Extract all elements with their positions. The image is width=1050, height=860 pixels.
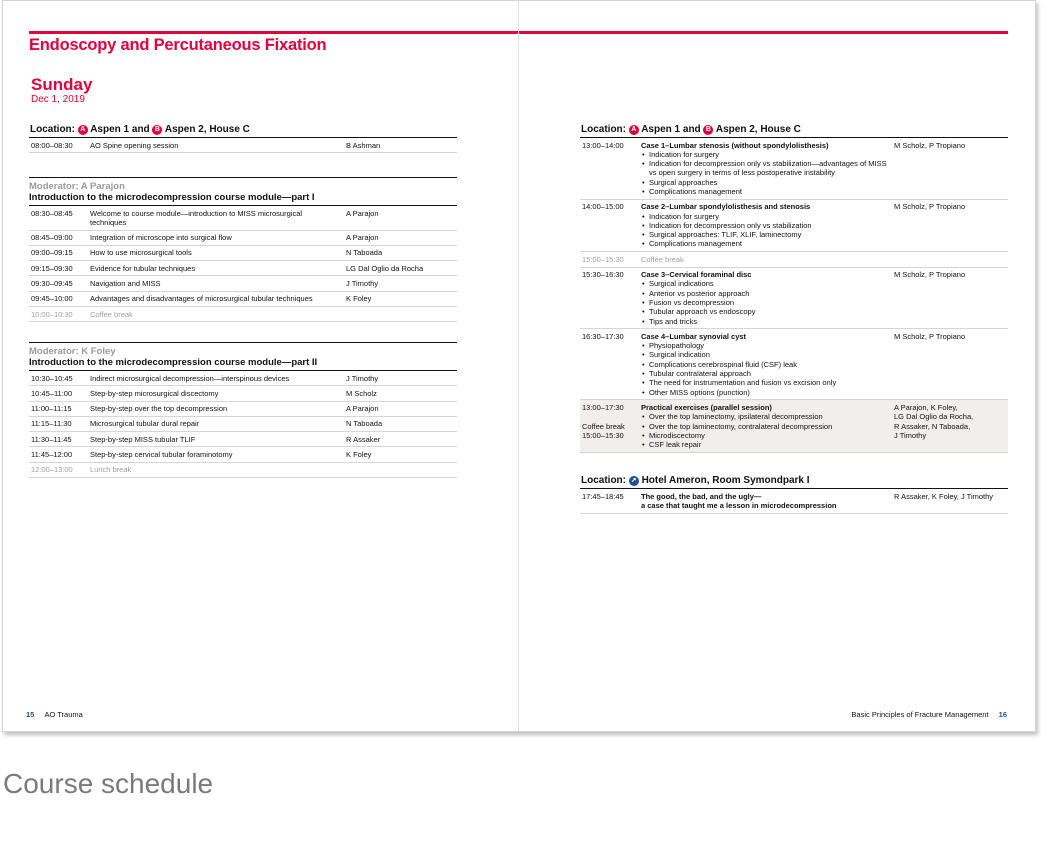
caption: Course schedule bbox=[3, 768, 214, 799]
case-row: 14:00–15:00 Case 2–Lumbar spondylolisthesis and stenosis • Indication for surgery • Indication for decompression only vs stabilization • Surgical approaches: TLIF, XLIF, laminectomy • Complications management M Scholz, P Tropiano bbox=[580, 200, 1008, 252]
room-a-badge: A bbox=[78, 125, 88, 135]
case-row: 13:00–14:00 Case 1–Lumbar stenosis (without spondylolisthesis) • Indication for surgery • Indication for decompression only vs stabilization—advantages of MISS vs open surgery in terms of less postoperative instability • Surgical approaches • Complications management M Scholz, P Tropiano bbox=[580, 138, 1008, 200]
moderator: Moderator: K Foley bbox=[29, 346, 116, 357]
left-schedule bbox=[29, 122, 457, 153]
schedule-row: 11:45–12:00 Step-by-step cervical tubular foraminotomy K Foley bbox=[29, 447, 457, 462]
module-header bbox=[29, 177, 457, 206]
case-bullets: • Indication for surgery • Indication for decompression only vs stabilization • Surgical approaches: TLIF, XLIF, laminectomy • Complications management bbox=[641, 212, 888, 249]
schedule-row: 10:30–10:45 Indirect microsurgical decompression—interspinous devices J Timothy bbox=[29, 371, 457, 386]
schedule-row: 10:45–11:00 Step-by-step microsurgical discectomy M Scholz bbox=[29, 386, 457, 401]
room-b-badge: B bbox=[152, 125, 162, 135]
module-title: Introduction to the microdecompression course module—part I bbox=[29, 192, 457, 206]
schedule-row: 08:45–09:00 Integration of microscope into surgical flow A Parajon bbox=[29, 231, 457, 246]
document-title: Endoscopy and Percutaneous Fixation bbox=[29, 36, 327, 54]
case-bullets: • Indication for surgery • Indication for decompression only vs stabilization—advantages of MISS vs open surgery in terms of less postoperative instability • Surgical approaches • Complications management bbox=[641, 150, 888, 196]
header-rule-left bbox=[29, 31, 518, 34]
schedule-row: 11:00–11:15 Step-by-step over the top decompression A Parajon bbox=[29, 402, 457, 417]
day-name: Sunday bbox=[31, 75, 93, 94]
case-bullets: • Physiopathology • Surgical indication • Complications cerebrospinal fluid (CSF) leak • Tubular contralateral approach • The need for instrumentation and fusion vs excision only • Other MISS options (punction) bbox=[641, 341, 888, 397]
module-header bbox=[29, 342, 457, 371]
page-number: 16 bbox=[998, 710, 1007, 719]
practical-row: 13:00–17:30 Coffee break 15:00–15:30 Practical exercises (parallel session) • Over the top laminectomy, ipsilateral decompression • Over the top laminectomy, contralateral decompression • Microdiscectomy • CSF leak repair A Parajon, K Foley, LG Dal Oglio da Rocha, R Assaker, N Taboada, J Timothy bbox=[580, 400, 1008, 452]
page-gutter bbox=[518, 1, 519, 731]
module-part-2 bbox=[29, 342, 457, 478]
location-header: Location: A Aspen 1 and B Aspen 2, House C bbox=[580, 122, 1008, 138]
location-header: Location: A Aspen 1 and B Aspen 2, House C bbox=[29, 122, 457, 138]
practical-title: Practical exercises (parallel session) bbox=[641, 402, 772, 412]
case-row: 15:30–16:30 Case 3–Cervical foraminal disc • Surgical indications • Anterior vs posterior approach • Fusion vs decompression • Tubular approach vs endoscopy • Tips and tricks M Scholz, P Tropiano bbox=[580, 268, 1008, 330]
break-row: 12:00–13:00 Lunch break bbox=[29, 463, 457, 478]
case-title: Case 1–Lumbar stenosis (without spondylolisthesis) bbox=[641, 140, 829, 150]
footer-right: Basic Principles of Fracture Management 16 bbox=[851, 710, 1007, 719]
header-rule-right bbox=[519, 31, 1008, 34]
schedule-row: 11:30–11:45 Step-by-step MISS tubular TLIF R Assaker bbox=[29, 432, 457, 447]
room-b-badge: B bbox=[703, 125, 713, 135]
schedule-row: 08:00–08:30 AO Spine opening session B Ashman bbox=[29, 138, 457, 153]
case-title: Case 2–Lumbar spondylolisthesis and stenosis bbox=[641, 202, 811, 212]
day-date: Dec 1, 2019 bbox=[31, 94, 85, 105]
right-schedule bbox=[580, 122, 1008, 453]
arrow-icon: ➚ bbox=[629, 476, 639, 486]
schedule-row: 17:45–18:45 The good, the bad, and the ugly— a case that taught me a lesson in microdecompression R Assaker, K Foley, J Timothy bbox=[580, 489, 1008, 514]
footer-left: 15 AO Trauma bbox=[26, 710, 83, 719]
case-row: 16:30–17:30 Case 4–Lumbar synovial cyst • Physiopathology • Surgical indication • Complications cerebrospinal fluid (CSF) leak • Tubular contralateral approach • The need for instrumentation and fusion vs excision only • Other MISS options (punction) M Scholz, P Tropiano bbox=[580, 329, 1008, 400]
schedule-row: 09:00–09:15 How to use microsurgical tools N Taboada bbox=[29, 246, 457, 261]
schedule-row: 08:30–08:45 Welcome to course module—introduction to MISS microsurgical techniques A Parajon bbox=[29, 206, 457, 231]
case-title: Case 3–Cervical foraminal disc bbox=[641, 270, 752, 280]
schedule-row: 09:45–10:00 Advantages and disadvantages of microsurgical tubular techniques K Foley bbox=[29, 292, 457, 307]
break-row: 10:00–10:30 Coffee break bbox=[29, 307, 457, 322]
module-part-1 bbox=[29, 177, 457, 322]
location-header-hotel: Location: ➚ Hotel Ameron, Room Symondpark I bbox=[580, 473, 1008, 489]
module-title: Introduction to the microdecompression course module—part II bbox=[29, 357, 457, 371]
practical-bullets: • Over the top laminectomy, ipsilateral decompression • Over the top laminectomy, contralateral decompression • Microdiscectomy • CSF leak repair bbox=[641, 412, 888, 449]
evening-session bbox=[580, 473, 1008, 514]
schedule-row: 11:15–11:30 Microsurgical tubular dural repair N Taboada bbox=[29, 417, 457, 432]
schedule-row: 09:30–09:45 Navigation and MISS J Timothy bbox=[29, 276, 457, 291]
moderator: Moderator: A Parajon bbox=[29, 181, 125, 192]
brochure-spread bbox=[2, 0, 1036, 732]
page-number: 15 bbox=[26, 710, 35, 719]
schedule-row: 09:15–09:30 Evidence for tubular techniques LG Dal Oglio da Rocha bbox=[29, 261, 457, 276]
case-bullets: • Surgical indications • Anterior vs posterior approach • Fusion vs decompression • Tubular approach vs endoscopy • Tips and tricks bbox=[641, 279, 888, 325]
break-row: 15:00–15:30 Coffee break bbox=[580, 252, 1008, 267]
room-a-badge: A bbox=[629, 125, 639, 135]
case-title: Case 4–Lumbar synovial cyst bbox=[641, 331, 747, 341]
